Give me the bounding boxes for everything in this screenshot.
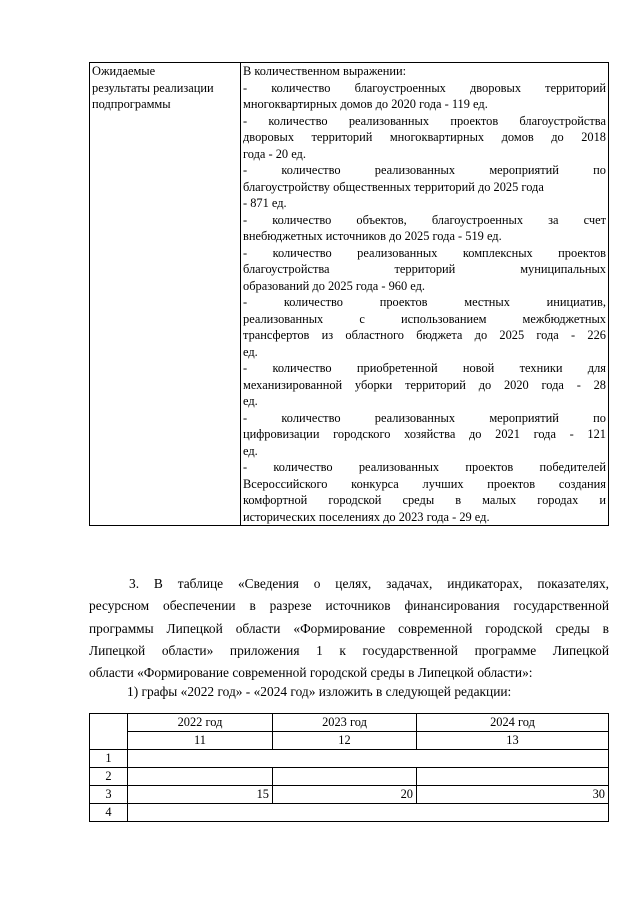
paragraph-line: Липецкой области» приложения 1 к государственной программе Липецкой — [89, 642, 609, 658]
content-line: реализованных с использованием межбюджетных — [243, 311, 606, 326]
content-line: - количество реализованных комплексных проектов — [243, 245, 606, 260]
expected-results-label-cell — [90, 63, 241, 526]
content-line: - 871 ед. — [243, 196, 287, 210]
paragraph-line: программы Липецкой области «Формирование современной городской среды в — [89, 620, 609, 636]
content-line: года - 20 ед. — [243, 146, 306, 161]
content-line: - количество реализованных проектов победителей — [243, 460, 606, 474]
content-line: - количество реализованных мероприятий по — [243, 410, 606, 425]
content-line: - количество приобретенной новой техники для — [243, 361, 606, 375]
amendment-paragraph — [89, 573, 609, 684]
value-2024: 30 — [417, 786, 609, 804]
empty-cell — [417, 768, 609, 786]
value-2022: 15 — [128, 786, 273, 804]
header-2023: 2023 год — [273, 714, 417, 732]
content-line: - количество проектов местных инициатив, — [243, 295, 606, 309]
paragraph-line: области «Формирование современной городской среды в Липецкой области»: — [89, 665, 533, 681]
content-line: комфортной городской среды в малых городах и — [243, 493, 606, 507]
content-line: - количество реализованных проектов благоустройства — [243, 113, 606, 128]
content-line: цифровизации городского хозяйства до 2021 года - 121 — [243, 427, 606, 441]
content-line: - количество объектов, благоустроенных за счет — [243, 212, 606, 227]
empty-cell — [128, 768, 273, 786]
content-line: исторических поселениях до 2023 года - 29 ед. — [243, 509, 490, 524]
content-line: многоквартирных домов до 2020 года - 119 ед. — [243, 97, 488, 111]
content-line: ед. — [243, 443, 258, 458]
content-line: - количество реализованных мероприятий по — [243, 163, 606, 177]
column-number-13: 13 — [417, 732, 609, 750]
content-line: внебюджетных источников до 2025 года - 519 ед. — [243, 229, 502, 243]
column-number-12: 12 — [273, 732, 417, 750]
amendment-subparagraph: 1) графы «2022 год» - «2024 год» изложить в следующей редакции: — [127, 684, 512, 699]
indicators-table — [89, 713, 609, 822]
merged-cell — [128, 804, 609, 822]
expected-results-table — [89, 62, 609, 526]
content-line: - количество благоустроенных дворовых территорий — [243, 80, 606, 95]
row-label: 4 — [90, 804, 128, 822]
label-line: подпрограммы — [92, 97, 171, 111]
header-2024: 2024 год — [417, 714, 609, 732]
expected-results-content-cell — [241, 63, 609, 526]
row-number-header-cell — [90, 714, 128, 750]
content-line: ед. — [243, 394, 258, 408]
row-label: 1 — [90, 750, 128, 768]
label-line: Ожидаемые — [92, 64, 156, 78]
row-label: 2 — [90, 768, 128, 786]
content-line: трансфертов из областного бюджета до 2025 года - 226 — [243, 328, 606, 342]
content-line: благоустройству общественных территорий до 2025 года — [243, 179, 544, 194]
content-line: Всероссийского конкурса лучших проектов создания — [243, 476, 606, 491]
paragraph-line: ресурсном обеспечении в разрезе источников финансирования государственной — [89, 598, 609, 614]
table-row — [90, 750, 609, 768]
table-row — [90, 804, 609, 822]
column-number-11: 11 — [128, 732, 273, 750]
content-line: В количественном выражении: — [243, 64, 407, 78]
content-line: дворовых территорий многоквартирных домов до 2018 — [243, 130, 606, 144]
row-label: 3 — [90, 786, 128, 804]
content-line: благоустройства территорий муниципальных — [243, 262, 606, 276]
empty-cell — [273, 768, 417, 786]
content-line: механизированной уборки территорий до 2020 года - 28 — [243, 377, 606, 392]
paragraph-line: 3. В таблице «Сведения о целях, задачах, индикаторах, показателях, — [129, 576, 609, 591]
label-line: результаты реализации — [92, 80, 214, 95]
table-row — [90, 768, 609, 786]
merged-cell — [128, 750, 609, 768]
content-line: ед. — [243, 344, 258, 359]
content-line: образований до 2025 года - 960 ед. — [243, 278, 426, 293]
table-row — [90, 786, 609, 804]
value-2023: 20 — [273, 786, 417, 804]
header-2022: 2022 год — [128, 714, 273, 732]
